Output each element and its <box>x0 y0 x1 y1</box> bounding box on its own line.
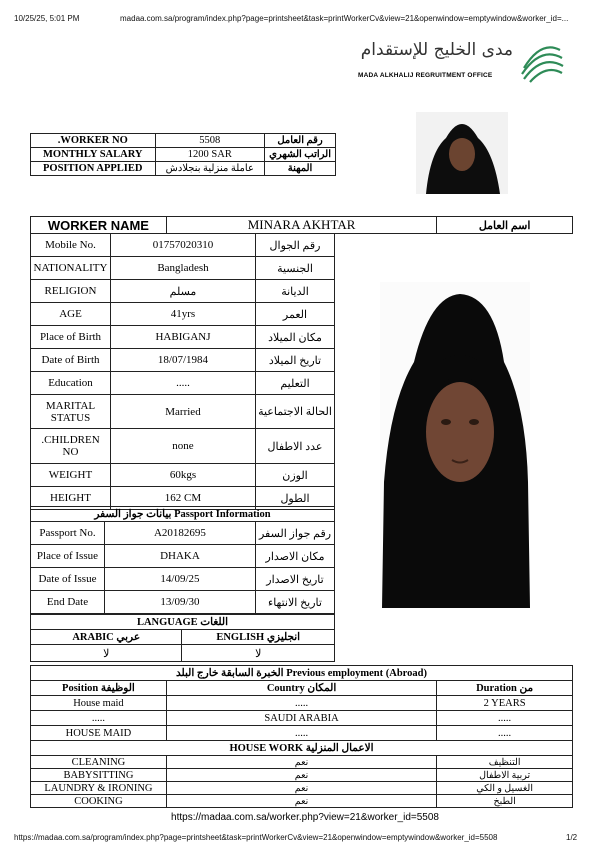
worker-name-ar-label: اسم العامل <box>437 217 573 234</box>
detail-ar-label: الديانة <box>255 280 334 303</box>
company-logo <box>356 38 571 84</box>
worker-photo-large <box>380 282 530 608</box>
housework-answer: نعم <box>166 795 436 808</box>
detail-ar-label: الوزن <box>255 464 334 487</box>
detail-row <box>31 395 335 429</box>
detail-label: NATIONALITY <box>31 257 111 280</box>
detail-label: .CHILDREN NO <box>31 429 111 464</box>
passport-row <box>31 545 335 568</box>
detail-value: Married <box>110 395 255 429</box>
housework-row <box>31 782 573 795</box>
detail-row <box>31 372 335 395</box>
housework-answer: نعم <box>166 782 436 795</box>
passport-table <box>30 506 335 614</box>
detail-row <box>31 349 335 372</box>
detail-label: Education <box>31 372 111 395</box>
worker-name-value: MINARA AKHTAR <box>166 217 436 234</box>
employment-header-position: Position الوظيفة <box>31 681 167 696</box>
employment-title: الخبرة السابقة خارج البلد Previous employment (Abroad) <box>31 666 573 681</box>
employment-table <box>30 665 573 808</box>
employment-cell: ..... <box>437 711 573 726</box>
detail-row <box>31 234 335 257</box>
passport-ar-label: مكان الاصدار <box>256 545 335 568</box>
worker-name-label: WORKER NAME <box>31 217 167 234</box>
employment-row <box>31 726 573 741</box>
worker-link[interactable]: https://madaa.com.sa/worker.php?view=21&worker_id=5508 <box>171 812 439 823</box>
passport-ar-label: تاريخ الاصدار <box>256 568 335 591</box>
employment-header-country: Country المكان <box>166 681 436 696</box>
detail-ar-label: مكان الميلاد <box>255 326 334 349</box>
summary-value: 5508 <box>155 134 265 148</box>
detail-value: 01757020310 <box>110 234 255 257</box>
housework-answer: نعم <box>166 769 436 782</box>
detail-value: 162 CM <box>110 487 255 510</box>
summary-label: .WORKER NO <box>31 134 156 148</box>
housework-skill: COOKING <box>31 795 167 808</box>
summary-row <box>31 134 336 148</box>
employment-cell: SAUDI ARABIA <box>166 711 436 726</box>
worker-name-table <box>30 216 573 234</box>
summary-row <box>31 162 336 176</box>
passport-value: A20182695 <box>104 522 255 545</box>
employment-row <box>31 711 573 726</box>
detail-value: 41yrs <box>110 303 255 326</box>
detail-ar-label: الجنسية <box>255 257 334 280</box>
summary-ar-label: المهنة <box>265 162 336 176</box>
housework-ar-skill: الغسيل و الكي <box>437 782 573 795</box>
housework-ar-skill: الطبخ <box>437 795 573 808</box>
summary-ar-label: الراتب الشهري <box>265 148 336 162</box>
detail-label: Date of Birth <box>31 349 111 372</box>
housework-row <box>31 795 573 808</box>
housework-ar-skill: التنظيف <box>437 756 573 769</box>
employment-cell: House maid <box>31 696 167 711</box>
detail-label: Mobile No. <box>31 234 111 257</box>
detail-label: RELIGION <box>31 280 111 303</box>
employment-cell: ..... <box>166 726 436 741</box>
detail-value: none <box>110 429 255 464</box>
language-table <box>30 614 335 662</box>
detail-ar-label: الحالة الاجتماعية <box>255 395 334 429</box>
detail-label: Place of Birth <box>31 326 111 349</box>
passport-value: 14/09/25 <box>104 568 255 591</box>
housework-row <box>31 769 573 782</box>
passport-value: DHAKA <box>104 545 255 568</box>
print-datetime: 10/25/25, 5:01 PM <box>14 14 80 23</box>
arabic-label: ARABIC عربي <box>31 630 182 645</box>
housework-skill: CLEANING <box>31 756 167 769</box>
detail-row <box>31 303 335 326</box>
employment-cell: ..... <box>31 711 167 726</box>
employment-header-duration: Duration من <box>437 681 573 696</box>
detail-value: مسلم <box>110 280 255 303</box>
passport-row <box>31 522 335 545</box>
employment-cell: ..... <box>437 726 573 741</box>
detail-value: ..... <box>110 372 255 395</box>
arabic-value: لا <box>31 645 182 662</box>
passport-row <box>31 591 335 614</box>
detail-ar-label: العمر <box>255 303 334 326</box>
passport-label: Passport No. <box>31 522 105 545</box>
employment-cell: 2 YEARS <box>437 696 573 711</box>
logo-arabic-text: مدى الخليج للإستقدام <box>360 40 513 60</box>
summary-row <box>31 148 336 162</box>
detail-value: Bangladesh <box>110 257 255 280</box>
detail-row <box>31 280 335 303</box>
passport-row <box>31 568 335 591</box>
passport-label: End Date <box>31 591 105 614</box>
logo-english-text: MADA ALKHALIJ REGRUITMENT OFFICE <box>358 72 493 79</box>
housework-title: HOUSE WORK الاعمال المنزلية <box>31 741 573 756</box>
worker-photo-small <box>416 112 508 194</box>
employment-cell: HOUSE MAID <box>31 726 167 741</box>
passport-label: Place of Issue <box>31 545 105 568</box>
logo-globe-icon <box>516 38 566 84</box>
detail-value: 18/07/1984 <box>110 349 255 372</box>
detail-ar-label: عدد الاطفال <box>255 429 334 464</box>
detail-row <box>31 464 335 487</box>
summary-value: 1200 SAR <box>155 148 265 162</box>
housework-skill: BABYSITTING <box>31 769 167 782</box>
summary-ar-label: رقم العامل <box>265 134 336 148</box>
passport-ar-label: تاريخ الانتهاء <box>256 591 335 614</box>
detail-row <box>31 257 335 280</box>
detail-ar-label: التعليم <box>255 372 334 395</box>
detail-ar-label: تاريخ الميلاد <box>255 349 334 372</box>
detail-ar-label: رقم الجوال <box>255 234 334 257</box>
detail-ar-label: الطول <box>255 487 334 510</box>
detail-label: AGE <box>31 303 111 326</box>
summary-value: عاملة منزلية بنجلادش <box>155 162 265 176</box>
detail-label: WEIGHT <box>31 464 111 487</box>
detail-label: MARITAL STATUS <box>31 395 111 429</box>
detail-label: HEIGHT <box>31 487 111 510</box>
english-label: ENGLISH انجليزي <box>182 630 335 645</box>
detail-value: HABIGANJ <box>110 326 255 349</box>
summary-label: MONTHLY SALARY <box>31 148 156 162</box>
housework-skill: LAUNDRY & IRONING <box>31 782 167 795</box>
passport-title: بيانات جواز السفر Passport Information <box>31 507 335 522</box>
page-number: 1/2 <box>566 833 578 842</box>
employment-row <box>31 696 573 711</box>
housework-row <box>31 756 573 769</box>
personal-details-table <box>30 233 335 510</box>
passport-value: 13/09/30 <box>104 591 255 614</box>
english-value: لا <box>182 645 335 662</box>
detail-value: 60kgs <box>110 464 255 487</box>
passport-label: Date of Issue <box>31 568 105 591</box>
employment-cell: ..... <box>166 696 436 711</box>
passport-ar-label: رقم جواز السفر <box>256 522 335 545</box>
summary-label: POSITION APPLIED <box>31 162 156 176</box>
housework-answer: نعم <box>166 756 436 769</box>
print-footer-url: https://madaa.com.sa/program/index.php?page=printsheet&task=printWorkerCv&view=21&openwindow=emptywindow&worker_id=5508 <box>14 833 498 842</box>
print-url: madaa.com.sa/program/index.php?page=printsheet&task=printWorkerCv&view=21&openwindow=emptywindow&worker_id=... <box>120 14 569 23</box>
detail-row <box>31 326 335 349</box>
language-title: LANGUAGE اللغات <box>31 615 335 630</box>
detail-row <box>31 429 335 464</box>
housework-ar-skill: تربية الاطفال <box>437 769 573 782</box>
summary-table <box>30 133 336 176</box>
